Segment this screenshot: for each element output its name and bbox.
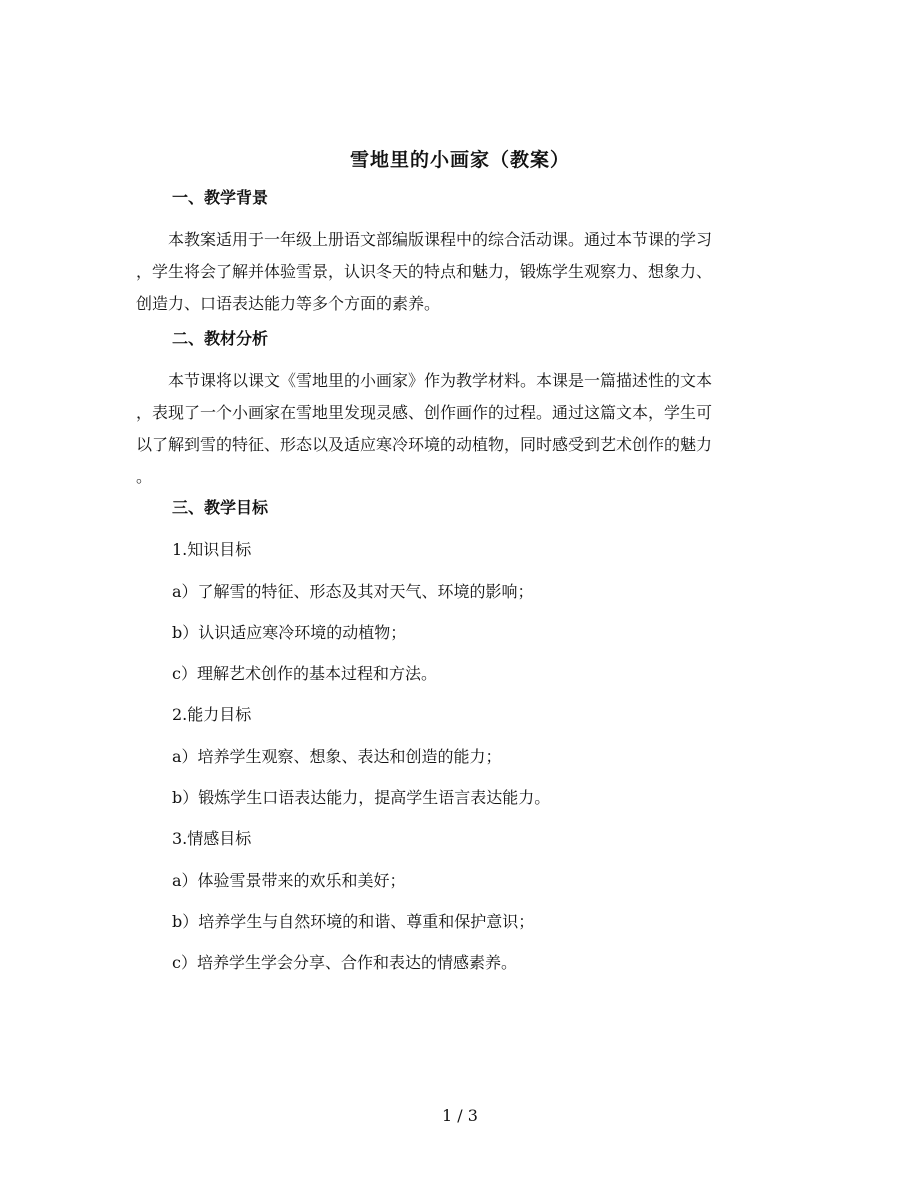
paragraph-line: 本教案适用于一年级上册语文部编版课程中的综合活动课。通过本节课的学习 (136, 230, 713, 249)
list-item: a）了解雪的特征、形态及其对天气、环境的影响； (172, 582, 534, 601)
heading-teaching-background: 一、教学背景 (172, 188, 269, 207)
paragraph-material-analysis (136, 365, 784, 493)
paragraph-line: ，表现了一个小画家在雪地里发现灵感、创作画作的过程。通过这篇文本，学生可 (136, 403, 713, 422)
list-item: b）锻炼学生口语表达能力，提高学生语言表达能力。 (172, 788, 551, 807)
paragraph-teaching-background (136, 224, 784, 320)
list-item: b）培养学生与自然环境的和谐、尊重和保护意识； (172, 912, 535, 931)
goal-emotion-label: 3.情感目标 (172, 829, 252, 848)
paragraph-line: 以了解到雪的特征、形态以及适应寒冷环境的动植物，同时感受到艺术创作的魅力 (136, 435, 713, 454)
paragraph-line: 。 (136, 467, 153, 486)
goal-ability-label: 2.能力目标 (172, 705, 252, 724)
list-item: c）培养学生学会分享、合作和表达的情感素养。 (172, 953, 517, 972)
goal-knowledge-label: 1.知识目标 (172, 540, 252, 559)
list-item: c）理解艺术创作的基本过程和方法。 (172, 664, 437, 683)
heading-teaching-goals: 三、教学目标 (172, 498, 269, 517)
list-item: a）体验雪景带来的欢乐和美好； (172, 871, 406, 890)
paragraph-line: 本节课将以课文《雪地里的小画家》作为教学材料。本课是一篇描述性的文本 (136, 371, 713, 390)
paragraph-line: 创造力、口语表达能力等多个方面的素养。 (136, 294, 441, 313)
list-item: b）认识适应寒冷环境的动植物； (172, 623, 407, 642)
page-indicator: 1 / 3 (442, 1106, 478, 1125)
list-item: a）培养学生观察、想象、表达和创造的能力； (172, 747, 502, 766)
heading-material-analysis: 二、教材分析 (172, 329, 269, 348)
paragraph-line: ，学生将会了解并体验雪景，认识冬天的特点和魅力，锻炼学生观察力、想象力、 (136, 262, 713, 281)
document-title: 雪地里的小画家（教案） (349, 149, 570, 171)
